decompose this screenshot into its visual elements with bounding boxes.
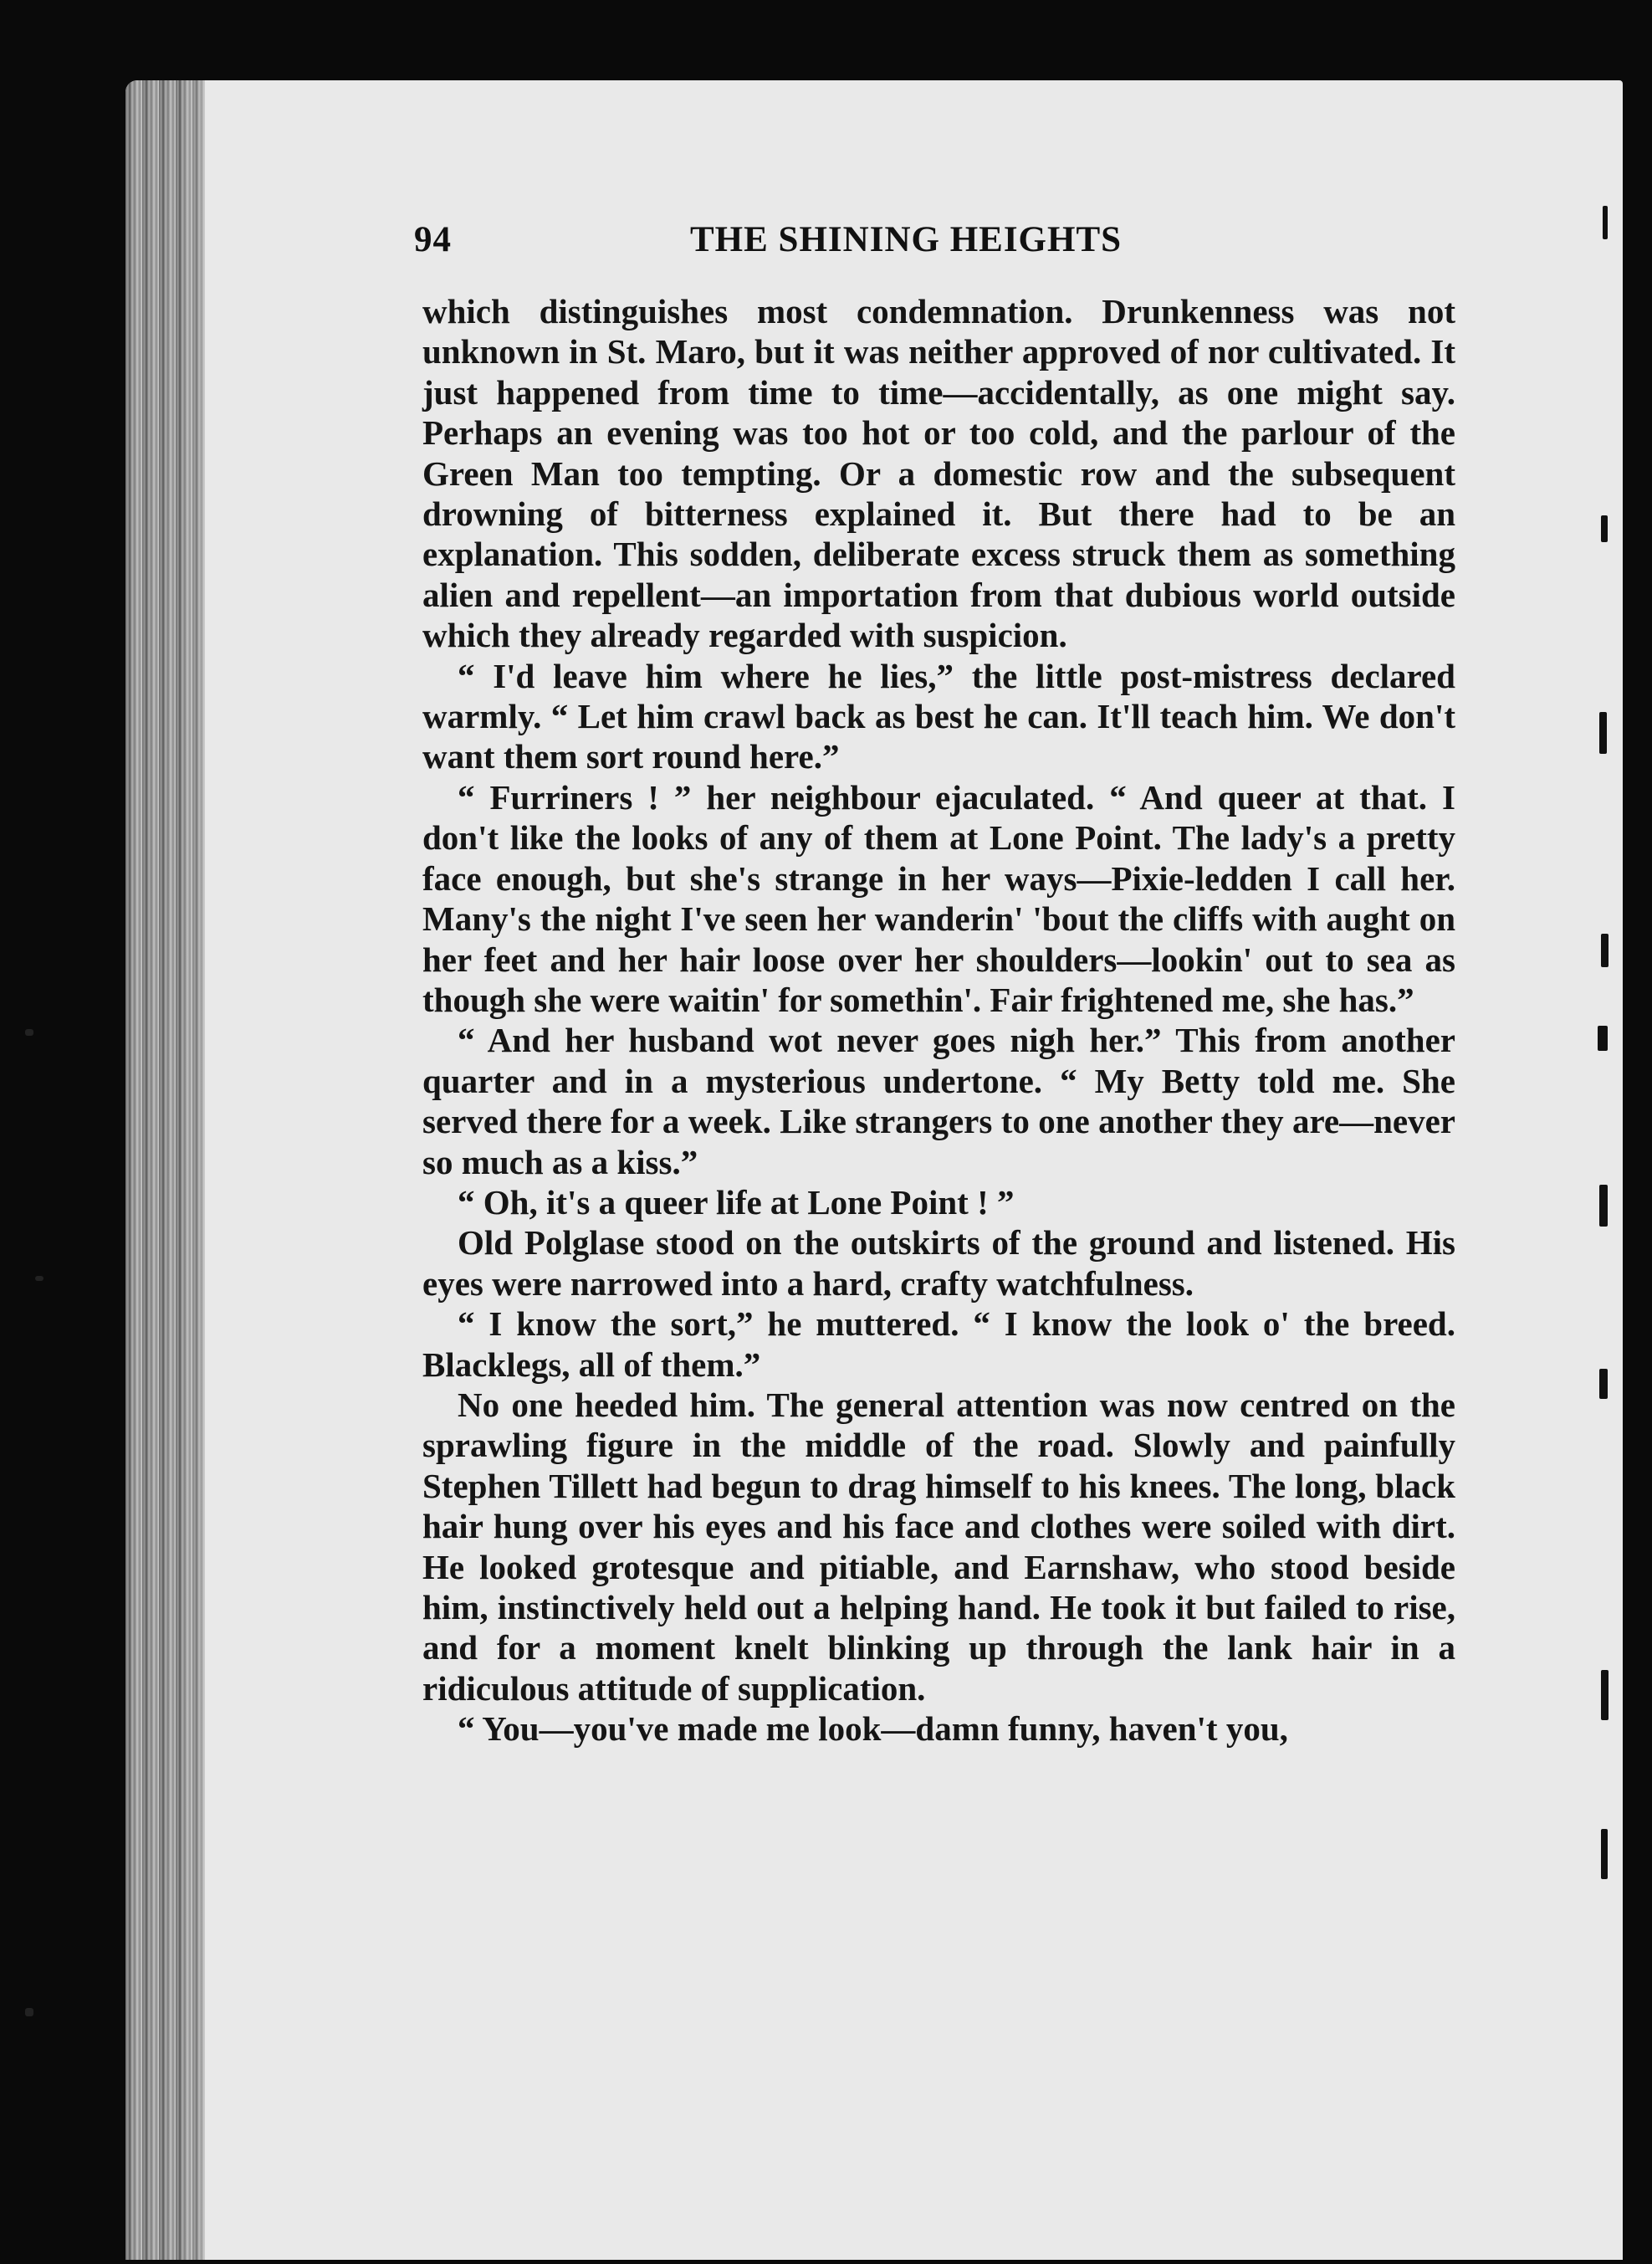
running-title: THE SHINING HEIGHTS (690, 220, 1123, 259)
paragraph: “ I know the sort,” he muttered. “ I know the look o' the breed. Blacklegs, all of them.” (422, 1304, 1455, 1384)
margin-mark (1601, 515, 1608, 542)
right-margin-marks (1589, 80, 1623, 2260)
paragraph: No one heeded him. The general attention was now centred on the sprawling figure in the middle of the road. Slowly and painfully Stephen Tillett had begun to drag himself to his knees. The long, black hair hung over his eyes and his face and clothes were soiled with dirt. He looked grotesque and pitiable, and Earnshaw, who stood beside him, instinctively held out a helping hand. He took it but failed to rise, and for a moment knelt blinking up through the lank hair in a ridiculous attitude of supplication. (422, 1385, 1455, 1708)
paragraph: “ I'd leave him where he lies,” the little post-mistress declared warmly. “ Let him crawl back as best he can. It'll teach him. We don't want them sort round here.” (422, 656, 1455, 776)
paragraph: which distinguishes most condemnation. Drunkenness was not unknown in St. Maro, but it was neither approved of nor cultivated. It just happened from time to time—accidentally, as one might say. Perhaps an evening was too hot or too cold, and the parlour of the Green Man too tempting. Or a domestic row and the subsequent drowning of bitterness explained it. But there had to be an explanation. This sodden, deliberate excess struck them as something alien and repellent—an importation from that dubious world outside which they already regarded with suspicion. (422, 292, 1455, 655)
paragraph: “ And her husband wot never goes nigh her.” This from another quarter and in a mysterious undertone. “ My Betty told me. She served there for a week. Like strangers to one another they are—never so much as a kiss.” (422, 1021, 1455, 1181)
scan-speck (25, 2008, 33, 2016)
margin-mark (1599, 712, 1607, 754)
paragraph: “ Oh, it's a queer life at Lone Point ! ” (458, 1182, 1015, 1222)
scan-speck (25, 1029, 33, 1036)
page-edge-shadow (184, 80, 251, 2260)
margin-mark (1599, 1185, 1608, 1227)
paragraph: “ Furriners ! ” her neighbour ejaculated. “ And queer at that. I don't like the looks of any of them at Lone Point. The lady's a pretty face enough, but she's strange in her ways—Pixie-ledden I call her. Many's the night I've seen her wanderin' 'bout the cliffs with aught on her feet and her hair loose over her shoulders—lookin' out to sea as though she were waitin' for somethin'. Fair frightened me, she has.” (422, 777, 1455, 1019)
margin-mark (1601, 934, 1609, 967)
margin-mark (1598, 1026, 1608, 1051)
margin-mark (1603, 206, 1608, 239)
margin-mark (1601, 1670, 1609, 1720)
margin-mark (1599, 1369, 1608, 1399)
paragraph: “ You—you've made me look—damn funny, haven't you, (458, 1709, 1288, 1749)
body-text (422, 291, 1455, 1749)
paragraph: Old Polglase stood on the outskirts of the ground and listened. His eyes were narrowed into a hard, crafty watchfulness. (422, 1223, 1455, 1303)
scan-speck (35, 1276, 43, 1281)
page-number: 94 (414, 220, 452, 259)
margin-mark (1601, 1829, 1608, 1879)
page-header (414, 219, 1209, 269)
